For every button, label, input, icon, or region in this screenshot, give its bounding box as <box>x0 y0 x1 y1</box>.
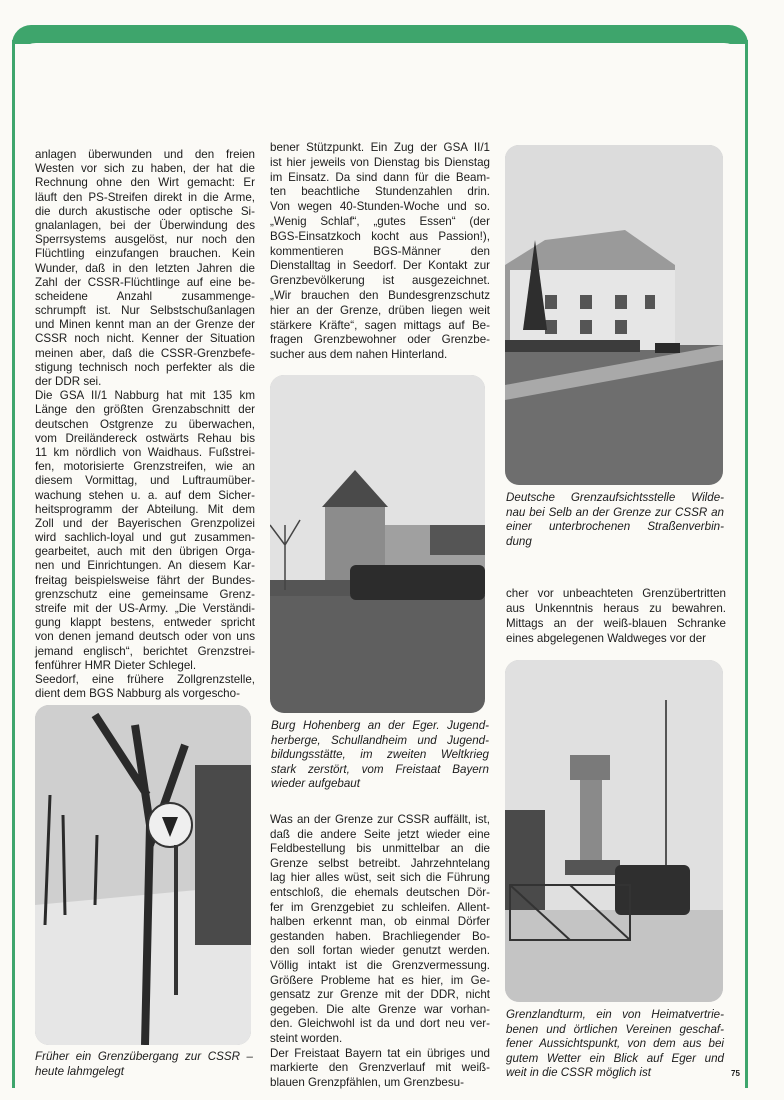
text-line: Feldbestellung bis unmittelbar an die <box>270 842 490 856</box>
text-line: ist hier jeweils von Dienstag bis Dienstag <box>270 155 490 169</box>
text-line: Grenze selbst betreibt. Jahrzehntelang <box>270 856 490 870</box>
caption-line: weit in die CSSR möglich ist <box>506 1066 651 1080</box>
text-line: stigung technisch noch perfekter als die <box>35 360 255 374</box>
caption-line: Früher ein Grenzübergang zur CSSR – <box>35 1050 253 1063</box>
green-frame-right <box>745 40 748 1088</box>
text-line: stärkere Kräfte“, sagen mittags auf Be- <box>270 318 490 332</box>
caption-line: Grenzlandturm, ein von Heimatvertrie- <box>506 1008 724 1021</box>
caption-line: dung <box>506 534 532 548</box>
text-line: deutschen Ostgrenze zu überwachen, <box>35 417 255 431</box>
text-line: fragen Grenzbewohner oder Grenzbe- <box>270 333 490 347</box>
text-line: Von wegen 40-Stunden-Woche und so. <box>270 200 490 214</box>
left-text-column <box>35 148 255 701</box>
text-line: kommentieren BGS-Männer den <box>270 244 490 258</box>
text-line: gestanden haben. Brachliegender Bo- <box>270 929 490 943</box>
text-line: ten beachtliche Stundenzahlen drin. <box>270 185 490 199</box>
page-number: 75 <box>731 1069 740 1078</box>
text-line: gegeben. Die alte Grenze war vorhan- <box>270 1002 490 1016</box>
caption-line: heute lahmgelegt <box>35 1064 124 1078</box>
text-line: freitag beispielsweise fährt der Bundes- <box>35 573 255 587</box>
middle-text-column-top <box>270 141 490 363</box>
text-line: hier an der Grenze, drüben liegen weit <box>270 303 490 317</box>
text-line: diesem Vormittag, und Luftraumüber- <box>35 474 255 488</box>
text-line: gensatz zur Grenze mit der DDR, nicht <box>270 988 490 1002</box>
text-line: schrumpft ist. Nur Selbstschußanlagen <box>35 304 255 318</box>
caption-line: benen und örtlichen Vereinen geschaf- <box>506 1022 724 1036</box>
text-line: cher vor unbeachteten Grenzübertritten <box>506 587 726 600</box>
caption-line: fener Aussichtspunkt, von dem aus bei <box>506 1037 724 1051</box>
text-line: Mittags an der weiß-blauen Schranke <box>506 617 726 630</box>
text-line: vom Dreiländereck ostwärts Rehau bis <box>35 431 255 445</box>
text-line: Grenzbevölkerung ist ausgezeichnet. <box>270 274 490 288</box>
text-line: anlagen überwunden und den freien <box>35 148 255 161</box>
text-line: scheidene Anzahl zusammenge- <box>35 289 255 303</box>
text-line: dient dem BGS Nabburg als vorgescho- <box>35 687 240 701</box>
text-line: der DDR sei. <box>35 375 102 388</box>
text-line: Völlig intakt ist die Grenzvermessung. <box>270 958 490 972</box>
text-line: läuft den PS-Streifen direkt in die Arme, <box>35 190 255 204</box>
photo-former-border-crossing <box>35 705 251 1045</box>
text-line: sucher aus dem nahen Hinterland. <box>270 348 448 362</box>
text-line: aus Unkenntnis heraus zu bewahren. <box>506 602 726 615</box>
text-line: und Minen kennt man an der Grenze der <box>35 318 255 332</box>
caption-line: Deutsche Grenzaufsichtsstelle Wilde- <box>506 491 724 504</box>
green-frame-left <box>12 40 15 1088</box>
text-line: Seedorf, eine frühere Zollgrenzstelle, <box>35 672 255 686</box>
text-line: gung klappt bestens, entweder spricht <box>35 616 255 630</box>
text-line: Sperrsystems ausgelöst, nur noch den <box>35 233 255 247</box>
text-line: nen und Einrichtungen. An diesem Kar- <box>35 559 255 573</box>
text-line: Größere Probleme hat es hier, im Ge- <box>270 973 490 987</box>
caption-burg-hohenberg <box>271 719 489 792</box>
text-line: Die GSA II/1 Nabburg hat mit 135 km <box>35 389 255 403</box>
photo-wildenau-border-station <box>505 145 723 485</box>
photo-burg-hohenberg <box>270 375 485 713</box>
caption-former-border-crossing <box>35 1050 253 1079</box>
caption-line: gutem Wetter ein Blick auf Eger und <box>506 1051 724 1065</box>
caption-line: herberge, Schullandheim und Jugend- <box>271 733 489 747</box>
caption-grenzlandturm <box>506 1008 724 1081</box>
text-line: den soll fortan wieder genutzt werden. <box>270 944 490 958</box>
photo-grenzlandturm <box>505 660 723 1002</box>
text-line: Flüchtling einzufangen brauchen. Kein <box>35 247 255 261</box>
text-line: gnalanlagen, bei der Überwindung des <box>35 218 255 232</box>
text-line: fenführer HMR Dieter Schlegel. <box>35 658 197 672</box>
right-text-column <box>506 586 726 646</box>
text-line: Zahl der CSSR-Flüchtlinge auf eine be- <box>35 275 255 289</box>
text-line: wird sachlich-loyal und gut zusammen- <box>35 531 255 545</box>
green-frame-top <box>12 25 748 44</box>
text-line: daß die andere Seite jetzt wieder eine <box>270 827 490 841</box>
caption-wildenau <box>506 491 724 549</box>
text-line: gearbeitet, auch mit den übrigen Orga- <box>35 545 255 559</box>
text-line: „Wir brauchen den Bundesgrenzschutz <box>270 288 490 302</box>
text-line: Dienstalltag in Seedorf. Der Kontakt zur <box>270 259 490 273</box>
text-line: blauen Grenzpfählen, um Grenzbesu- <box>270 1075 464 1089</box>
text-line: eines abgelegenen Waldweges vor der <box>506 632 707 645</box>
text-line: grenzschutz eine gemeinsame Grenz- <box>35 587 255 601</box>
text-line: fen, motorisierte Grenzstreifen, wie an <box>35 460 255 474</box>
text-line: lag hier alles wüst, seit sich die Führung <box>270 871 490 885</box>
text-line: „Wenig Schlaf“, „gutes Essen“ (der <box>270 214 490 228</box>
text-line: entschloß, die ehemals deutschen Dör- <box>270 885 490 899</box>
text-line: Wunder, daß in den letzten Jahren die <box>35 261 255 275</box>
text-line: von denen jemand deutsch oder von uns <box>35 630 255 644</box>
text-line: fer im Grenzgebiet zu schleifen. Allent- <box>270 900 490 914</box>
caption-line: einer unterbrochenen Straßenverbin- <box>506 520 724 534</box>
text-line: den. Gleichwohl ist da und dort neu ver- <box>270 1017 490 1031</box>
text-line: steint worden. <box>270 1031 343 1045</box>
text-line: Länge den größten Grenzabschnitt der <box>35 403 255 417</box>
text-line: halben erkennt man, ob einmal Dörfer <box>270 915 490 929</box>
caption-line: nau bei Selb an der Grenze zur CSSR an <box>506 505 724 519</box>
text-line: meinen aber, daß die CSSR-Grenzbefe- <box>35 346 255 360</box>
caption-line: Burg Hohenberg an der Eger. Jugend- <box>271 719 489 732</box>
caption-line: stark zerstört, vom Freistaat Bayern <box>271 762 489 776</box>
caption-line: wieder aufgebaut <box>271 777 360 791</box>
text-line: 11 km nördlich von Waidhaus. Fußstrei- <box>35 445 255 459</box>
text-line: jemand englisch“, berichtet Grenzstrei- <box>35 644 255 658</box>
text-line: bener Stützpunkt. Ein Zug der GSA II/1 <box>270 141 490 154</box>
text-line: Rechnung ohne den Wirt gemacht: Er <box>35 176 255 190</box>
text-line: wachung stehen u. a. auf dem Sicher- <box>35 488 255 502</box>
frame-inner-corner <box>16 43 744 83</box>
text-line: die durch akustische oder optische Si- <box>35 204 255 218</box>
text-line: streife mit der US-Army. „Die Verständi- <box>35 602 255 615</box>
text-line: BGS-Einsatzkoch kocht aus Passion!), <box>270 229 490 243</box>
text-line: Was an der Grenze zur CSSR auffällt, ist, <box>270 813 490 826</box>
text-line: heitsprogramm der Abteilung. Mit dem <box>35 502 255 516</box>
text-line: im Einsatz. Da sind dann für die Beam- <box>270 170 490 184</box>
text-line: Der Freistaat Bayern tat ein übriges und <box>270 1046 490 1060</box>
text-line: Westen vor sich zu haben, der hat die <box>35 162 255 176</box>
middle-text-column-bottom <box>270 813 490 1090</box>
text-line: Zoll und der Bayerischen Grenzpolizei <box>35 516 255 530</box>
text-line: CSSR noch nicht. Kenner der Situation <box>35 332 255 346</box>
text-line: markierte den Grenzverlauf mit weiß- <box>270 1061 490 1075</box>
caption-line: bildungsstätte, im zweiten Weltkrieg <box>271 748 489 762</box>
